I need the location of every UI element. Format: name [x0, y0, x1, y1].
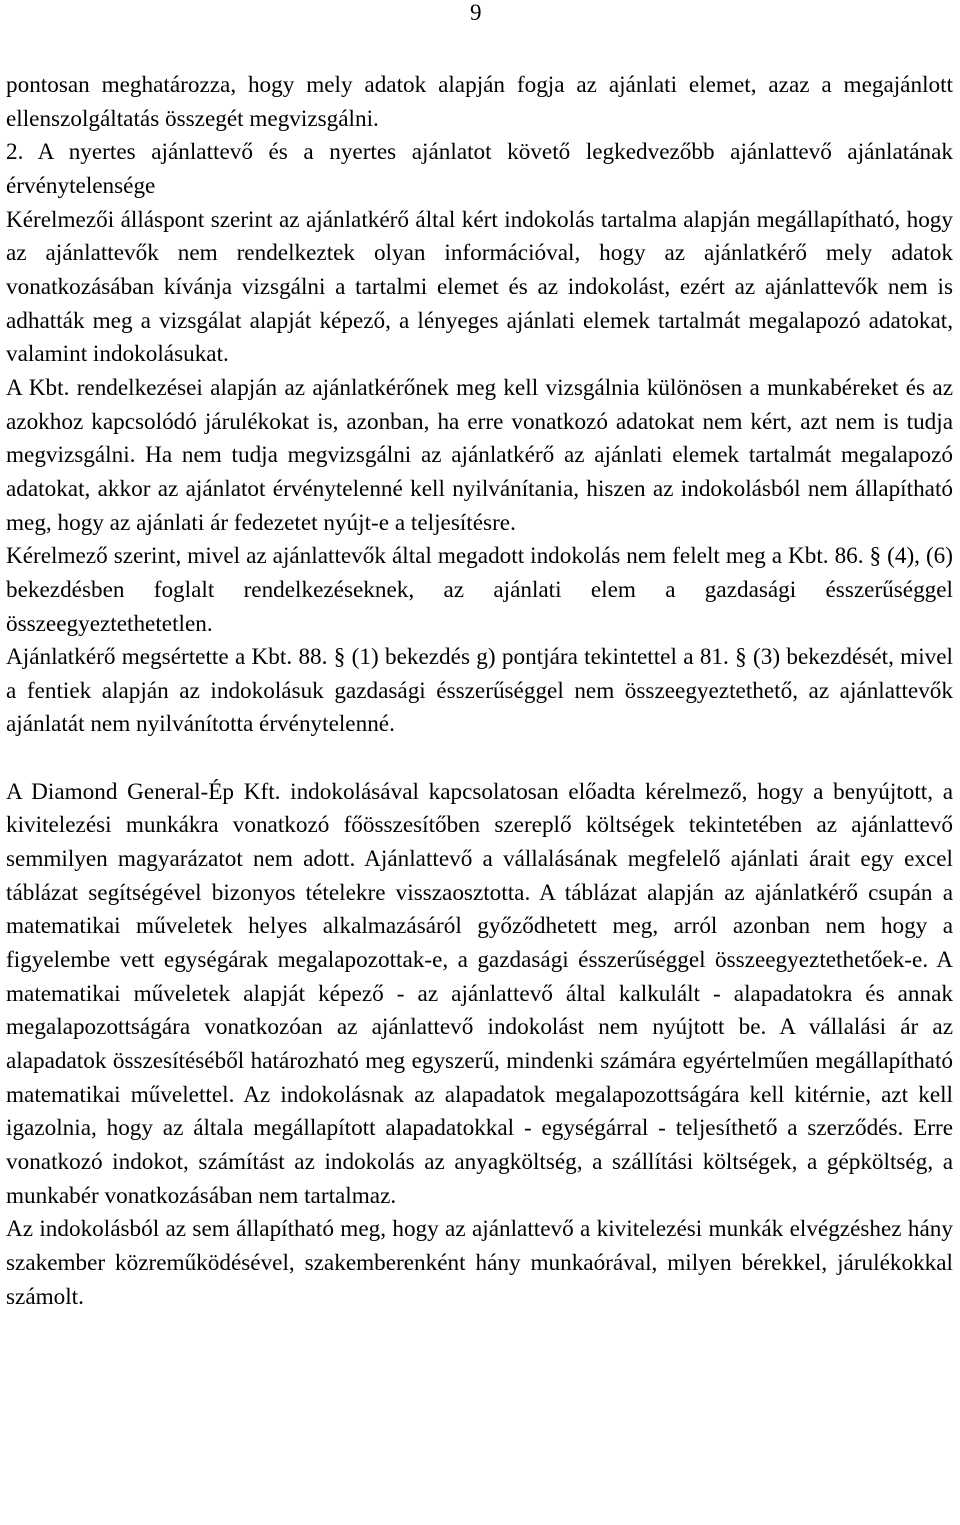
paragraph-violation: Ajánlatkérő megsértette a Kbt. 88. § (1) bekezdés g) pontjára tekintettel a 81. § (3) bekezdését, mivel a fentiek alapján az indokolásuk gazdasági ésszerűséggel nem összeegyeztethető, az ajánlattevők ajánlatát nem nyilvánította érvénytelenné.: [6, 644, 953, 738]
paragraph-indokolas-conclusion: Az indokolásból az sem állapítható meg, hogy az ajánlattevő a kivitelezési munkák elvégzéshez hány szakember közreműködésével, szakemberenként hány munkaórával, milyen bérekkel, járulékokkal számolt.: [6, 1216, 953, 1310]
section-heading: 2. A nyertes ajánlattevő és a nyertes ajánlatot követő legkedvezőbb ajánlattevő ajánlatának érvénytelensége: [6, 139, 953, 199]
paragraph-diamond-general: A Diamond General-Ép Kft. indokolásával kapcsolatosan előadta kérelmező, hogy a benyújtott, a kivitelezési munkákra vonatkozó főösszesítőben szereplő költségek tekintetében az ajánlattevő semmilyen magyarázatot nem adott. Ajánlattevő a vállalásának megfelelő ajánlati árait egy excel táblázat segítségével bizonyos tételekre visszaosztotta. A táblázat alapján az ajánlatkérő csupán a matematikai műveletek helyes alkalmazásáról győződhetett meg, arról azonban nem hogy a figyelembe vett egységárak megalapozottak-e, a gazdasági ésszerűséggel összeegyeztethetőek-e. A matematikai műveletek alapját képező - az ajánlattevő által kalkulált - alapadatokra és annak megalapozottságára vonatkozóan az ajánlattevő indokolást nem nyújtott be. A vállalási ár az alapadatok összesítéséből határozható meg egyszerű, mindenki számára egyértelműen megállapítható matematikai művelettel. Az indokolásnak az alapadatok megalapozottságára kell kitérnie, azt kell igazolnia, hogy az általa megállapított alapadatokkal - egységárral - teljesíthető a szerződés. Erre vonatkozó indokot, számítást az indokolás az anyagköltség, a szállítási költségek, a gépköltség, a munkabér vonatkozásában nem tartalmaz.: [6, 778, 953, 1209]
paragraph-intro-continuation: pontosan meghatározza, hogy mely adatok alapján fogja az ajánlati elemet, azaz a megajánlott ellenszolgáltatás összegét megvizsgálni.: [6, 72, 953, 132]
paragraph-spacer: [6, 742, 953, 776]
paragraph-applicant-argument: Kérelmező szerint, mivel az ajánlattevők által megadott indokolás nem felelt meg a Kbt. 86. § (4), (6) bekezdésben foglalt rendelkezéseknek, az ajánlati elem a gazdasági ésszerűséggel összeegyeztethetetlen.: [6, 543, 953, 637]
page-number: 9: [470, 0, 482, 25]
paragraph-applicant-position: Kérelmezői álláspont szerint az ajánlatkérő által kért indokolás tartalma alapján megállapítható, hogy az ajánlattevők nem rendelkeztek olyan információval, hogy az ajánlatkérő mely adatok vonatkozásában kívánja vizsgálni a tartalmi elemet és az indokolást, ezért az ajánlattevők nem is adhatták meg a vizsgálat alapját képező, a lényeges ajánlati elemek tartalmát megalapozó adatokat, valamint indokolásukat.: [6, 206, 953, 368]
document-body: [6, 69, 953, 1314]
paragraph-kbt-provisions: A Kbt. rendelkezései alapján az ajánlatkérőnek meg kell vizsgálnia különösen a munkabéreket és az azokhoz kapcsolódó járulékokat is, azonban, ha erre vonatkozó adatokat nem kért, azt nem is tudja megvizsgálni. Ha nem tudja megvizsgálni az ajánlatkérő az ajánlati elemek tartalmát megalapozó adatokat, akkor az ajánlatot érvénytelenné kell nyilvánítania, hiszen az indokolásból nem állapítható meg, hogy az ajánlati ár fedezetet nyújt-e a teljesítésre.: [6, 374, 953, 536]
